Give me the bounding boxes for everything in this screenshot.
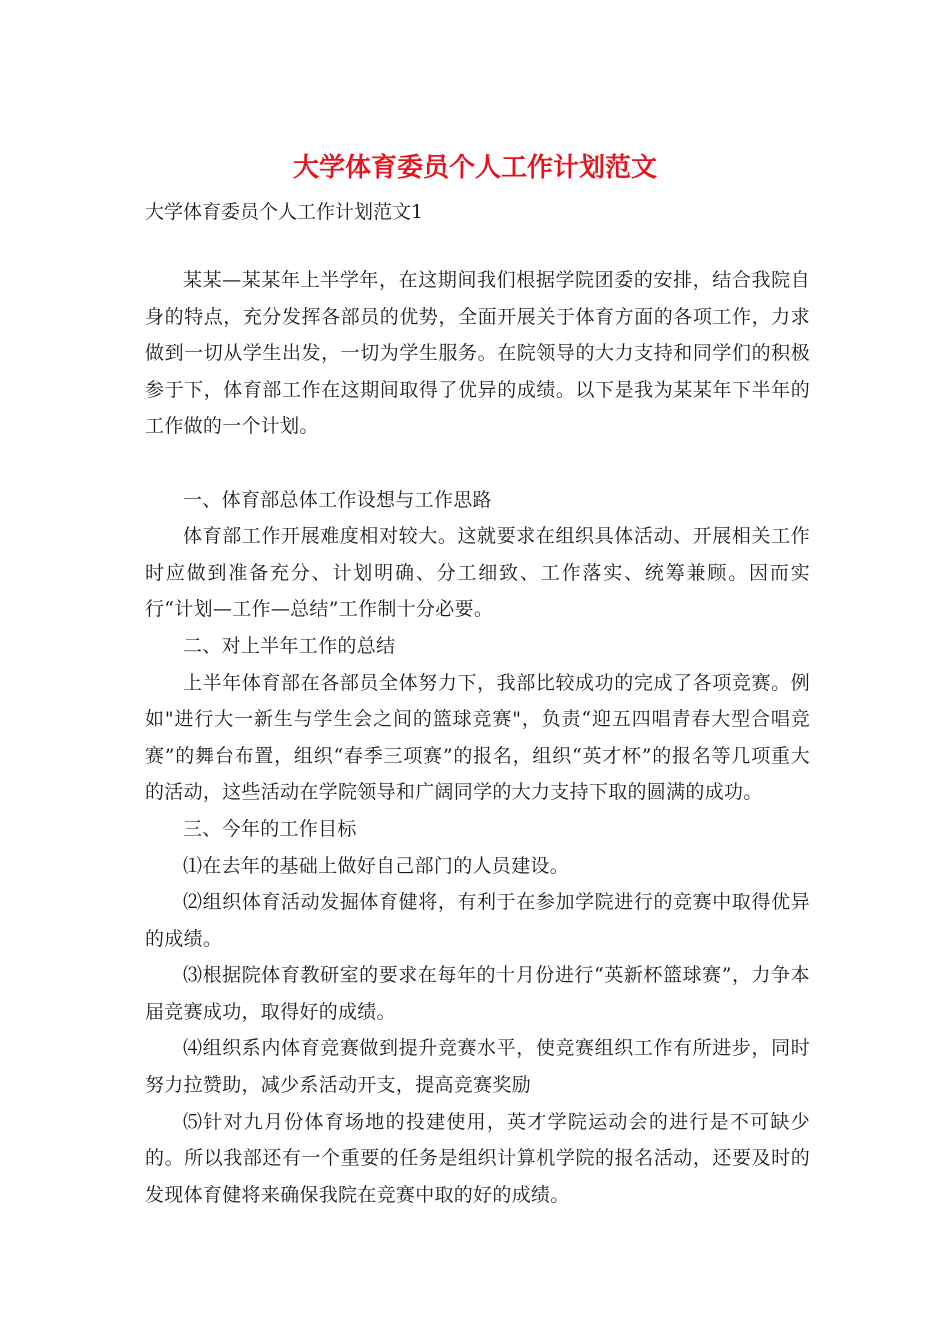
document-body xyxy=(145,262,810,1213)
section-paragraph-1: 体育部工作开展难度相对较大。这就要求在组织具体活动、开展相关工作时应做到准备充分、计划明确、分工细致、工作落实、统筹兼顾。因而实行“计划—工作—总结”工作制十分必要。 xyxy=(145,525,810,621)
goal-item-4: ⑷组织系内体育竞赛做到提升竞赛水平，使竞赛组织工作有所进步，同时努力拉赞助，减少系活动开支，提高竞赛奖励 xyxy=(145,1037,810,1097)
section-heading-1: 一、体育部总体工作设想与工作思路 xyxy=(183,488,492,511)
goal-item-1: ⑴在去年的基础上做好自己部门的人员建设。 xyxy=(183,854,570,877)
section-heading-2: 二、对上半年工作的总结 xyxy=(183,634,396,657)
goal-item-3: ⑶根据院体育教研室的要求在每年的十月份进行“英新杯篮球赛”，力争本届竞赛成功，取得好的成绩。 xyxy=(145,964,810,1023)
goal-item-2: ⑵组织体育活动发掘体育健将，有利于在参加学院进行的竞赛中取得优异的成绩。 xyxy=(145,891,810,950)
intro-paragraph: 某某—某某年上半学年，在这期间我们根据学院团委的安排，结合我院自身的特点，充分发挥各部员的优势，全面开展关于体育方面的各项工作，力求做到一切从学生出发，一切为学生服务。在院领导的大力支持和同学们的积极参于下，体育部工作在这期间取得了优异的成绩。以下是我为某某年下半年的工作做的一个计划。 xyxy=(145,269,810,438)
section-paragraph-2: 上半年体育部在各部员全体努力下，我部比较成功的完成了各项竞赛。例如"进行大一新生与学生会之间的篮球竞赛"，负责“迎五四唱青春大型合唱竞赛”的舞台布置，组织“春季三项赛”的报名，组织“英才杯”的报名等几项重大的活动，这些活动在学院领导和广阔同学的大力支持下取的圆满的成功。 xyxy=(145,671,810,804)
goal-item-5: ⑸针对九月份体育场地的投建使用，英才学院运动会的进行是不可缺少的。所以我部还有一个重要的任务是组织计算机学院的报名活动，还要及时的发现体育健将来确保我院在竞赛中取的好的成绩。 xyxy=(145,1110,810,1206)
document-subtitle: 大学体育委员个人工作计划范文1 xyxy=(145,201,424,223)
document-title: 大学体育委员个人工作计划范文 xyxy=(292,153,657,183)
section-heading-3: 三、今年的工作目标 xyxy=(183,817,357,840)
